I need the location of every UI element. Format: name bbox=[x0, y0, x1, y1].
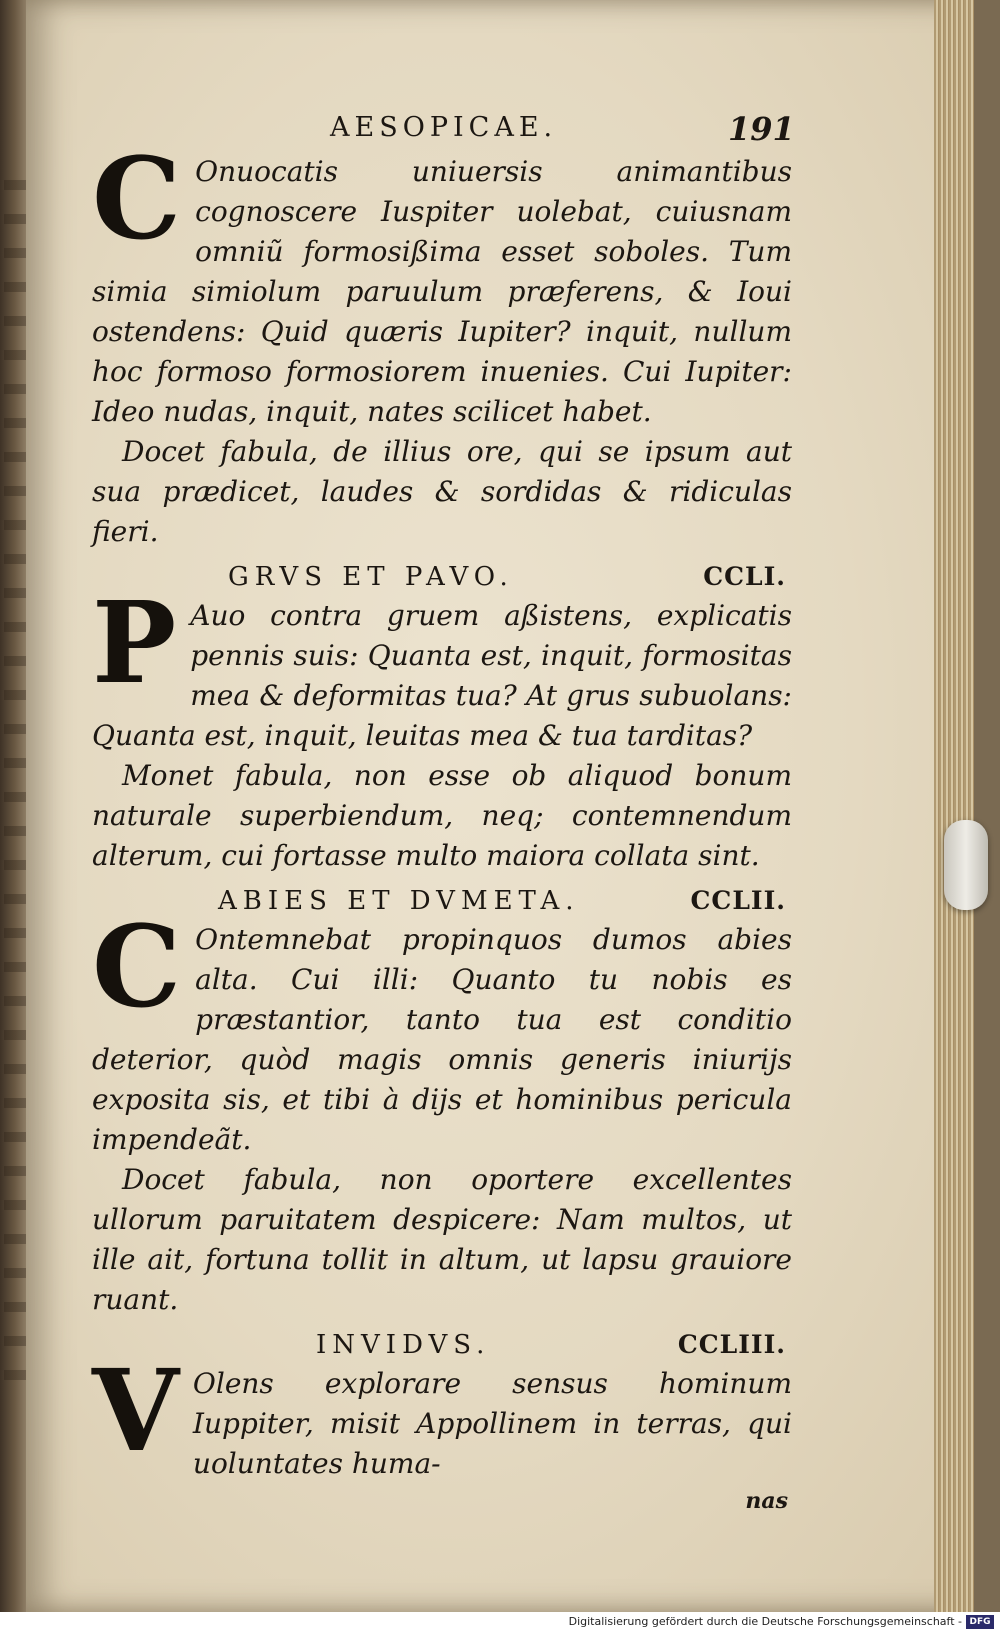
fable-heading bbox=[92, 880, 792, 920]
fable-heading bbox=[92, 1324, 792, 1364]
fable-text bbox=[92, 578, 792, 756]
catchword: nas bbox=[745, 1488, 788, 1514]
fable-title: ABIES ET DVMETA. bbox=[218, 886, 580, 916]
fable-moral: Docet fabula, non oportere excellentes ullorum paruitatem despicere: Nam multos, ut ille ait, fortuna tollit in altum, ut lapsu grauiore ruant. bbox=[92, 1163, 792, 1316]
page-edges bbox=[934, 0, 974, 1612]
drop-cap: P bbox=[92, 578, 177, 709]
drop-cap: V bbox=[92, 1346, 179, 1477]
footer-credit: Digitalisierung gefördert durch die Deutsche Forschungsgemeinschaft - bbox=[568, 1615, 962, 1628]
fable-title: INVIDVS. bbox=[316, 1330, 491, 1360]
running-head: AESOPICAE. bbox=[330, 112, 558, 143]
fable-1 bbox=[92, 134, 792, 552]
page-header bbox=[92, 108, 795, 152]
fable-2 bbox=[92, 556, 792, 876]
dfg-logo: DFG bbox=[966, 1615, 994, 1629]
fable-text bbox=[92, 902, 792, 1160]
fable-heading bbox=[92, 556, 792, 596]
fable-text bbox=[92, 1346, 792, 1484]
fable-number: CCLI. bbox=[703, 562, 786, 591]
page-clip bbox=[944, 820, 988, 910]
fable-moral: Monet fabula, non esse ob aliquod bonum naturale superbiendum, neq; contemnendum alterum, cui fortasse multo maiora collata sint. bbox=[92, 759, 792, 872]
fable-number: CCLII. bbox=[690, 886, 786, 915]
fable-3 bbox=[92, 880, 792, 1320]
fable-4 bbox=[92, 1324, 792, 1484]
facing-page-bleed bbox=[4, 180, 26, 1380]
fable-body: Ontemnebat propinquos dumos abies alta. Cui illi: Quanto tu nobis es præstantior, tanto tua est conditio deterior, quòd magis omnis generis iniurijs exposita sis, et tibi à dijs et hominibus pericula impendeãt. bbox=[92, 923, 792, 1156]
fable-title: GRVS ET PAVO. bbox=[228, 562, 514, 592]
fable-text bbox=[92, 134, 792, 432]
fable-number: CCLIII. bbox=[677, 1330, 786, 1359]
fable-body: Onuocatis uniuersis animantibus cognoscere Iuspiter uolebat, cuiusnam omniũ formosißima esset soboles. Tum simia simiolum paruulum præferens, & Ioui ostendens: Quid quæris Iupiter? inquit, nullum hoc formoso formosiorem inuenies. Cui Iupiter: Ideo nudas, inquit, nates scilicet habet. bbox=[92, 155, 792, 428]
drop-cap: C bbox=[92, 902, 182, 1033]
page-text bbox=[92, 108, 795, 1524]
fable-body: Auo contra gruem aßistens, explicatis pennis suis: Quanta est, inquit, formositas mea & deformitas tua? At grus subuolans: Quanta est, inquit, leuitas mea & tua tarditas? bbox=[92, 599, 792, 752]
catchword-line bbox=[92, 1484, 792, 1524]
fable-body: Olens explorare sensus hominum Iuppiter, misit Appollinem in terras, qui uoluntates huma- bbox=[192, 1367, 792, 1480]
page-number: 191 bbox=[728, 110, 795, 148]
fable-moral: Docet fabula, de illius ore, qui se ipsum aut sua prædicet, laudes & sordidas & ridiculas fieri. bbox=[92, 435, 792, 548]
footer-bar bbox=[0, 1612, 1000, 1634]
drop-cap: C bbox=[92, 134, 182, 265]
